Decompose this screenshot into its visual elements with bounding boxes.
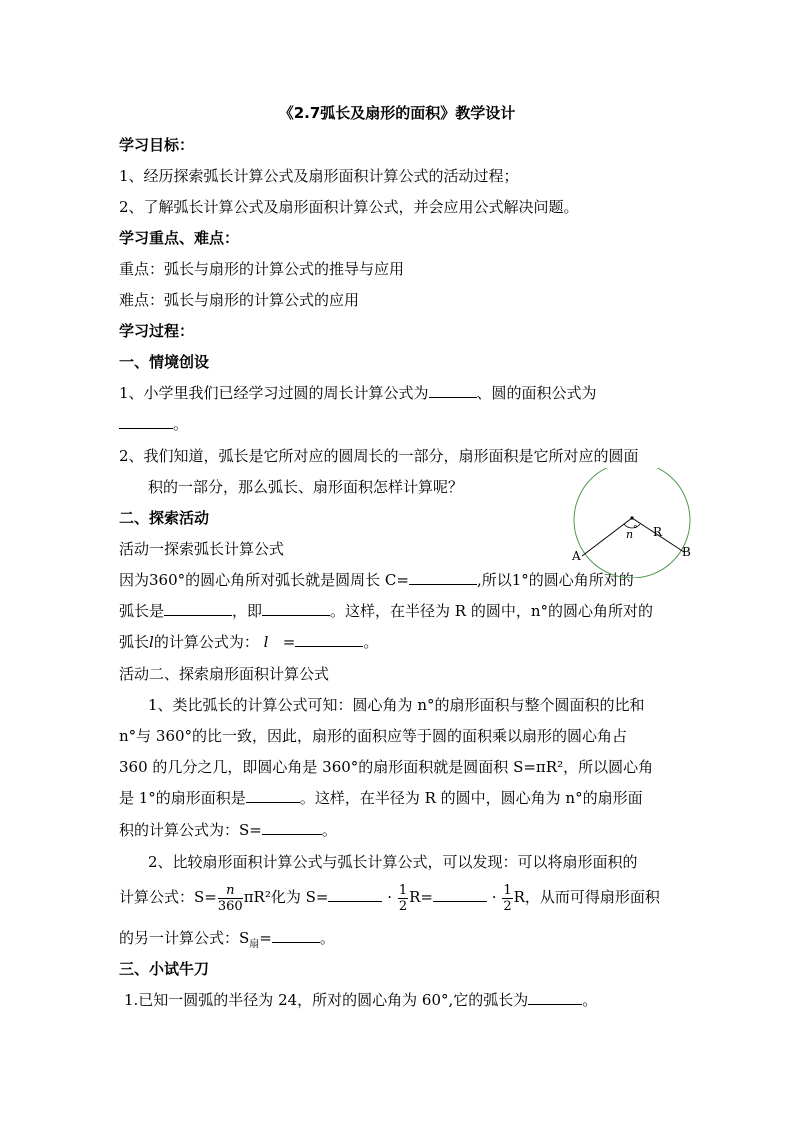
text: 。 xyxy=(582,991,598,1009)
document-title: 《2.7弧长及扇形的面积》教学设计 xyxy=(278,104,516,122)
activity-1-title: 活动一探索弧长计算公式 xyxy=(119,540,285,558)
text: 。 xyxy=(173,415,189,433)
subscript: 扇 xyxy=(249,939,260,950)
blank xyxy=(164,601,232,616)
label-degree: ° xyxy=(633,525,638,535)
key-point-1: 重点：弧长与扇形的计算公式的推导与应用 xyxy=(119,260,405,278)
label-a: A xyxy=(572,549,581,563)
activity-2-para-2-line-2 xyxy=(119,880,660,914)
text: 弧长是 xyxy=(119,602,165,620)
activity-1-line-2 xyxy=(119,601,653,621)
activity-2-para-1-line-3: 360 的几分之几，即圆心角是 360°的扇形面积就是圆面积 S=πR²，所以圆心角 xyxy=(119,758,654,776)
exercise-1 xyxy=(124,990,597,1010)
blank xyxy=(262,601,330,616)
text: = xyxy=(259,929,272,947)
section-heading-key-points: 学习重点、难点： xyxy=(119,229,240,247)
text: R= xyxy=(409,888,433,906)
text: 积的计算公式为：S= xyxy=(119,821,262,839)
key-point-2: 难点：弧长与扇形的计算公式的应用 xyxy=(119,291,360,309)
radius-line-a xyxy=(582,518,632,556)
label-n: n xyxy=(626,528,634,541)
text: πR²化为 S= xyxy=(243,888,329,906)
text: 的另一计算公式：S xyxy=(119,929,250,947)
blank xyxy=(295,632,363,647)
numerator: n xyxy=(218,883,243,899)
text: 。这样，在半径为 R 的圆中，n°的圆心角所对的 xyxy=(330,602,654,620)
center-point xyxy=(630,516,633,519)
circle-outline xyxy=(574,468,690,578)
question-2-line-1: 2、我们知道，弧长是它所对应的圆周长的一部分，扇形面积是它所对应的圆面 xyxy=(119,447,639,465)
blank xyxy=(119,414,173,429)
variable-l: l xyxy=(149,633,154,651)
text: 弧长 xyxy=(119,633,150,651)
numerator: 1 xyxy=(398,882,408,898)
fraction-one-half xyxy=(502,883,512,914)
text: 1、小学里我们已经学习过圆的周长计算公式为 xyxy=(119,384,429,402)
denominator: 2 xyxy=(398,898,408,914)
blank xyxy=(409,570,477,585)
variable-l: l xyxy=(263,633,269,651)
text: R，从而可得扇形面积 xyxy=(513,888,660,906)
text: 。这样，在半径为 R 的圆中，圆心角为 n°的扇形面 xyxy=(299,789,643,807)
text: 。 xyxy=(321,821,337,839)
label-r: R xyxy=(653,525,663,539)
dot: · xyxy=(491,888,497,906)
part-heading-1: 一、情境创设 xyxy=(119,353,210,371)
text: 是 1°的扇形面积是 xyxy=(119,789,246,807)
activity-1-line-3 xyxy=(119,632,378,652)
text: 因为360°的圆心角所对弧长就是圆周长 C= xyxy=(119,571,409,589)
activity-2-para-1-line-4 xyxy=(119,788,643,808)
numerator: 1 xyxy=(503,882,512,898)
denominator: 360 xyxy=(217,898,243,914)
fraction-one-half xyxy=(398,883,408,914)
sector-diagram xyxy=(566,468,696,578)
blank xyxy=(272,928,320,943)
label-b: B xyxy=(682,545,691,559)
fraction-n-over-360 xyxy=(218,883,243,914)
activity-1-line-1 xyxy=(119,570,634,590)
text: = xyxy=(282,633,296,651)
text: 1.已知一圆弧的半径为 24，所对的圆心角为 60°,它的弧长为 xyxy=(124,991,529,1009)
text: 的计算公式为： xyxy=(153,633,259,651)
part-heading-2: 二、探索活动 xyxy=(119,509,210,527)
question-1-line-2 xyxy=(119,414,188,434)
blank xyxy=(433,887,487,902)
blank xyxy=(246,788,300,803)
part-heading-3: 三、小试牛刀 xyxy=(119,960,210,978)
question-1-line-1 xyxy=(119,383,597,403)
blank xyxy=(429,383,477,398)
activity-2-title: 活动二、探索扇形面积计算公式 xyxy=(119,665,330,683)
blank xyxy=(328,887,382,902)
text: 。 xyxy=(319,929,335,947)
text: 、圆的面积公式为 xyxy=(476,384,597,402)
activity-2-para-1-line-2: n°与 360°的比一致，因此，扇形的面积应等于圆的面积乘以扇形的圆心角占 xyxy=(119,727,628,745)
goal-item-2: 2、了解弧长计算公式及扇形面积计算公式，并会应用公式解决问题。 xyxy=(119,198,579,216)
text: ，即 xyxy=(232,602,263,620)
blank xyxy=(262,820,322,835)
text: 。 xyxy=(363,633,379,651)
activity-2-para-1-line-5 xyxy=(119,820,337,840)
section-heading-goals: 学习目标： xyxy=(119,136,195,154)
text: 计算公式：S= xyxy=(119,888,217,906)
blank xyxy=(528,990,582,1005)
activity-2-para-1-line-1: 1、类比弧长的计算公式可知：圆心角为 n°的扇形面积与整个圆面积的比和 xyxy=(148,696,645,714)
activity-2-para-2-line-3 xyxy=(119,928,335,955)
goal-item-1: 1、经历探索弧长计算公式及扇形面积计算公式的活动过程； xyxy=(119,167,519,185)
activity-2-para-2-line-1: 2、比较扇形面积计算公式与弧长计算公式，可以发现：可以将扇形面积的 xyxy=(148,853,638,871)
section-heading-process: 学习过程： xyxy=(119,322,195,340)
text: ,所以1°的圆心角所对的 xyxy=(476,571,634,589)
dot: · xyxy=(387,888,393,906)
question-2-line-2: 积的一部分，那么弧长、扇形面积怎样计算呢？ xyxy=(148,478,464,496)
denominator: 2 xyxy=(503,898,512,914)
